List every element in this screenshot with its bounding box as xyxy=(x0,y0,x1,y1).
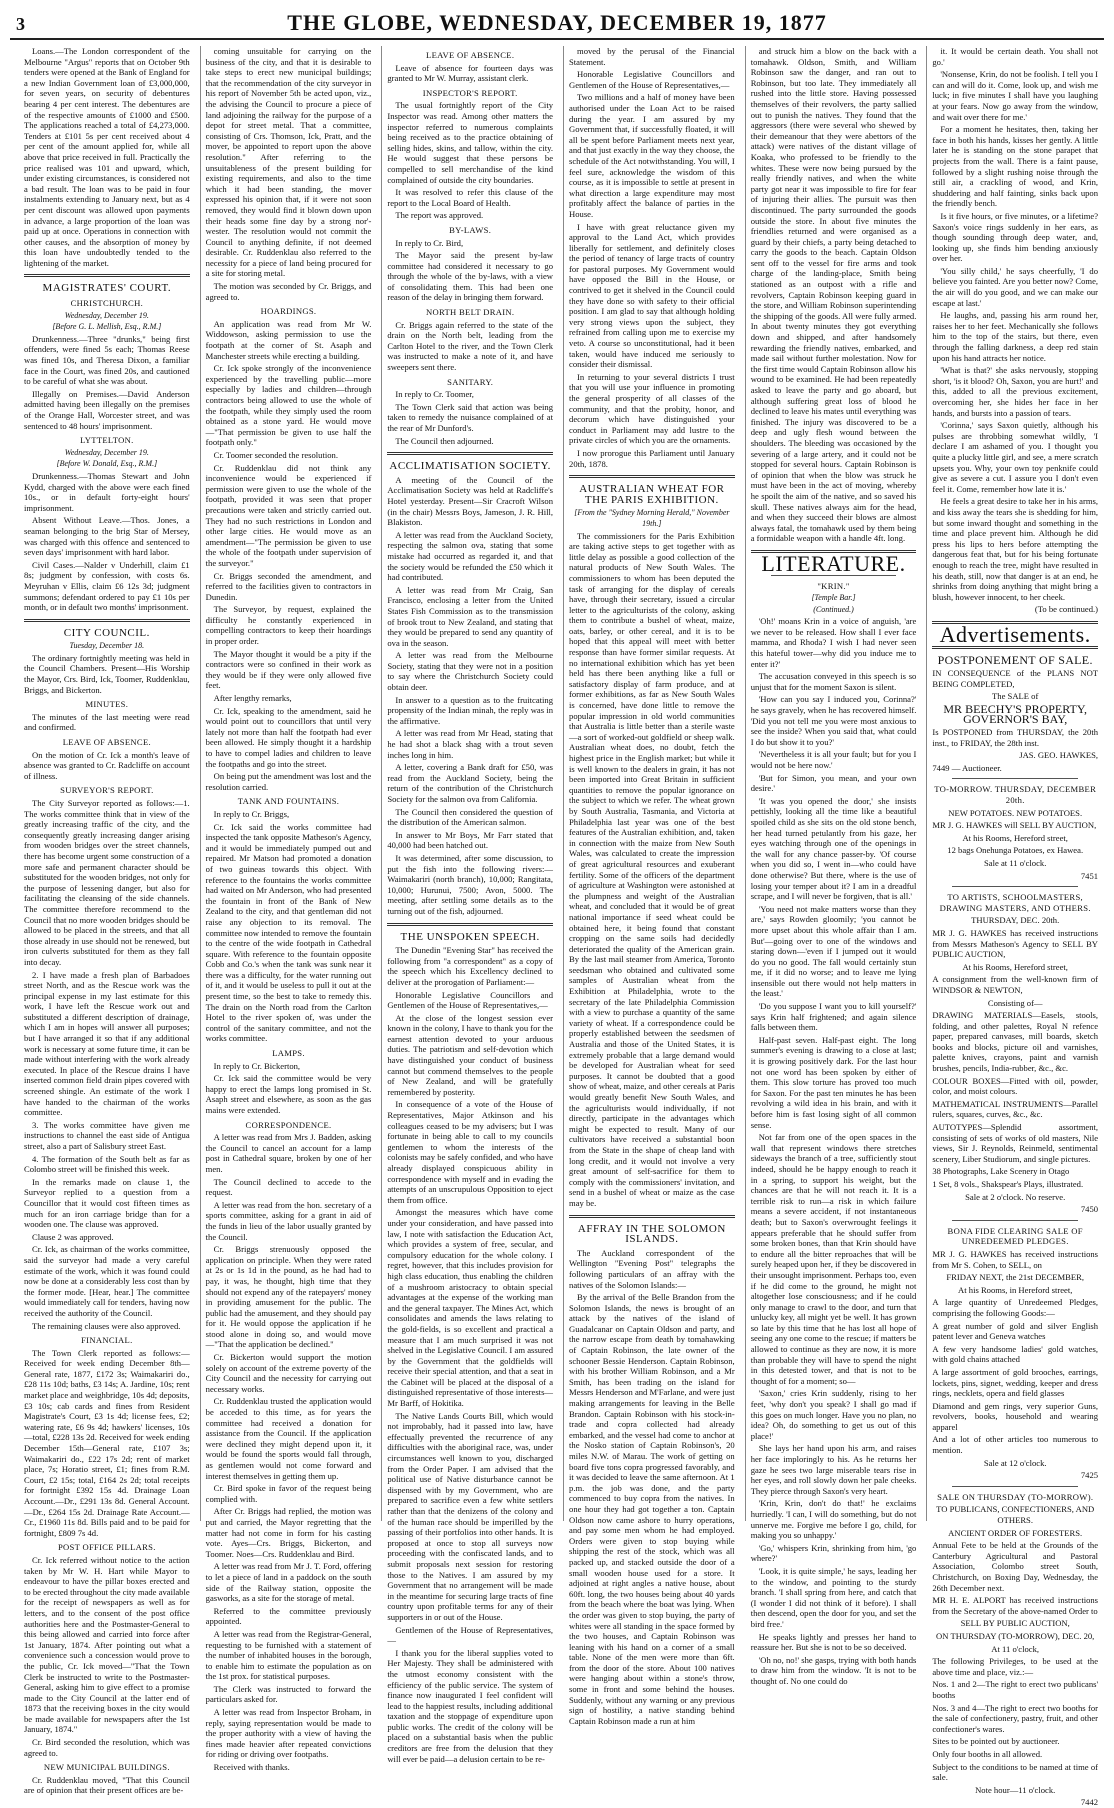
section-heading: CITY COUNCIL. xyxy=(63,626,150,639)
article-paragraph: The ordinary fortnightly meeting was held in the Council Chambers. Present—His Worship the Mayor, Crs. Bird, Ick, Toomer, Ruddenklau, Briggs, and Bickerton. xyxy=(24,652,190,695)
ad-text: A large quantity of Unredeemed Pledges, comprising the following Goods:— xyxy=(932,1297,1099,1318)
ad-text: Only four booths in all allowed. xyxy=(932,1748,1043,1759)
article-paragraph: 'How can you say I induced you, Corinna?' he says gravely, when he has recovered himself. 'Did you not tell me you were most anxious to see the inside? When you said that, what could I do but show it to you?' xyxy=(750,694,917,747)
ad-text: The following Privileges, to be used at the above time and place, viz.:— xyxy=(932,1656,1099,1677)
article-paragraph: Amongst the measures which have come under your consideration, and have passed into law, I note with satisfaction the Education Act, which provides a system of free, secular, and compulsory education for the whole colony. I regret, however, that this includes provision for high class education, thus enabling the children of a mushroom aristocracy to obtain special advantages at the expense of the working man and the general taxpayer. The Mines Act, which consolidates and amends the laws relating to the gold-fields, is so excellent and practical a measure that I am much surprised it was not shelved in the Legislative Council. I am assured by the Government that the goldfields will receive their special attention, and that a seat in the Cabinet will be placed at the disposal of a distinguished representative of those interests—Mr Barff, of Hokitika. xyxy=(387,1207,554,1409)
article-paragraph: Received with thanks. xyxy=(213,1762,290,1773)
article-paragraph: Cr. Ick, speaking to the amendment, said he would point out to councillors that until very lately not more than half the footpath had ever been allowed. He simply thought it a hardship to have to compel ladies and children to leave the footpaths and go into the street. xyxy=(205,705,372,769)
article-paragraph: In reply to Cr. Bird, xyxy=(395,237,464,248)
ad-text: MR J. G. HAWKES will SELL BY AUCTION, xyxy=(932,820,1097,831)
ad-title: SALE ON THURSDAY (TO-MORROW). xyxy=(937,1491,1094,1502)
ad-text: The SALE of xyxy=(992,691,1039,702)
article-paragraph: 'Look, it is quite simple,' he says, leading her to the window, and pointing to the sturdy branch. 'I shall spring from here, and catch that (I wonder I did not think of it before). I shall then descend, open the door for you, and set the bird free.' xyxy=(750,1565,917,1629)
ad-text: MR H. E. ALPORT has received instructions from the Secretary of the above-named Order to xyxy=(932,1595,1099,1616)
ad-title: POSTPONEMENT OF SALE. xyxy=(937,653,1093,668)
sub-heading: LAMPS. xyxy=(272,1048,305,1059)
section-heading: AUSTRALIAN WHEAT FOR THE PARIS EXHIBITION. xyxy=(579,483,725,506)
advertisements-heading: Advertisements. xyxy=(939,621,1091,647)
ad-text: 12 bags Onehunga Potatoes, ex Hawea. xyxy=(947,845,1084,856)
article-paragraph: 'It was you opened the door,' she insists pettishly, looking all the time like a beautiful spoiled child as she sits on the old stone bench, her head turned petulantly from his gaze, her eyes watching through one of the openings in the wall for any chance passer-by. 'Of course when you did so, I went in—who could have done otherwise? But there, where is the use of losing your temper about it? I am in a dreadful scrape, and I will never be forgiven, that is all.' xyxy=(750,795,917,902)
article-paragraph: The commissioners for the Paris Exhibition are taking active steps to get together with as little delay as possible a good collection of the natural products of New South Wales. The commissioners to whom has been deputed the task of arranging for the display of cereals have, through their secretary, issued a circular letter to the agriculturists of the colony, asking them to contribute a bushel of wheat, maize, oats, barley, or other cereal, and it is to be hoped that this appeal will meet with better response than have former similar requests. At no international exhibition which has yet been held has there been anything like a full or satisfactory display of farm produce, and at former exhibitions, as far as New South Wales is concerned, have done little to remove the popular impression in old world communities that Australia is little better than a sterile waste—a sort of worked-out goldfield or sheep walk. Australian wheat does, no doubt, fetch the highest price in the English market; but while it is well known to the dealers in grain, it has not been imported into Great Britain in sufficient quantities to remove the popular ignorance on the subject to which we refer. The wheat grown by South Australia, Tasmania, and Victoria at Philadelphia last year was one of the best features of the Australian exhibition, and, taken in connection with the maize from New South Wales, was calculated to create the impression of great agricultural resources and exuberant fertility. Some of the officers of the department of agriculture at Washington were astonished at the plumpness and weight of the Australian wheat, and concluded that it would be of great national importance if seed wheat could be obtained here, it being found that constant cropping on the same soils had decidedly deteriorated the quality of the American grain. By the last mail steamer from America, Toronto seedsman who obtained and cultivated some samples of Australian wheat from the Exhibition at Philadelphia, wrote to the secretary of the late Philadelphia Commission with a view to purchase a quantity of the same variety of wheat. If a correspondence could be properly established between the seedsmen of Australia and those of the United States, it is extremely probable that a large demand would be developed for Australian wheat for seed purposes. It cannot be doubted that a good show of wheat, maize, and other cereals at Paris would greatly benefit New South Wales, and the agriculturists would individually, if not directly, participate in the advantages which might be expected to result. Many of our cultivators have received a substantial boon from the State in the shape of cheap land with long credit, and it would not involve a very great amount of self-sacrifice for them to comply with the commissioners' invitation, and send in a bushel of wheat or maize as the case may be. xyxy=(569,530,735,1208)
bench-line: [Before W. Donald, Esq., R.M.] xyxy=(56,459,158,469)
ad-text: At his Rooms, Hereford street, xyxy=(962,832,1068,843)
sub-heading: MINUTES. xyxy=(85,699,129,710)
ad-text: JAS. GEO. HAWKES, xyxy=(1019,750,1099,761)
sub-heading: NEW MUNICIPAL BUILDINGS. xyxy=(43,1762,170,1773)
article-paragraph: In reply to Cr. Briggs, xyxy=(213,808,290,819)
ad-text: Sale at 2 o'clock. No reserve. xyxy=(965,1191,1066,1202)
ad-number: 7451 xyxy=(1080,870,1099,881)
article-paragraph: Is it five hours, or five minutes, or a lifetime? Saxon's voice rings suddenly in her ears, as though sounding through deep water, and, looking up, she finds him bending anxiously over her. xyxy=(932,210,1099,264)
article-paragraph: Cr. Briggs again referred to the state of the drain on the North belt, leading from the Carlton Hotel to the river, and the Town Clerk was instructed to make a note of it, and have sweepers sent there. xyxy=(387,319,554,373)
column-6 xyxy=(926,46,1099,1808)
ad-text: Consisting of— xyxy=(987,997,1043,1008)
ad-text: 38 Photographs, Lake Scenery in Otago xyxy=(932,1166,1070,1177)
article-paragraph: The Clerk was instructed to forward the particulars asked for. xyxy=(205,1683,372,1705)
article-paragraph: Cr. Briggs strenuously opposed the application on principle. When they were rated at 2s or 1s 1d in the pound, as he had had to pay, it was, he thought, high time that they should not expend any of the ratepayers' money in providing amusement for the public. The public had the amusement, and they should pay for it. He would oppose the application if he stood alone in doing so, and would move—"That the application be declined." xyxy=(205,1244,372,1350)
article-paragraph: The Town Clerk said that action was being taken to remedy the nuisance complained of at the rear of Mr Dunford's. xyxy=(387,401,554,433)
article-paragraph: For a moment he hesitates, then, taking her face in both his hands, kisses her gently. A little later he is standing on the stone parapet that projects from the wall. There is a faint pause, followed by a slight rushing noise through the still air, a crackling of wood, and Krin, shuddering and half fainting, sinks back upon the friendly bench. xyxy=(932,124,1099,209)
section-divider xyxy=(569,475,735,478)
ad-text: FRIDAY NEXT, the 21st DECEMBER, xyxy=(946,1272,1085,1283)
ad-text: Note hour—11 o'clock. xyxy=(975,1784,1056,1795)
article-paragraph: A letter was read from Mr Craig, San Francisco, enclosing a letter from the United States Fish Commission as to the transmission of brook trout to New Zealand, and stating that they would be prepared to send any quantity of ova in the season. xyxy=(387,584,554,648)
article-paragraph: 'Go,' whispers Krin, shrinking from him, 'go where?' xyxy=(750,1542,917,1564)
article-paragraph: 3. The works committee have given me instructions to channel the east side of Antigua street, also a part of Salisbury street East. xyxy=(24,1119,190,1151)
article-paragraph: coming unsuitable for carrying on the business of the city, and that it is desirable to take steps to erect new municipal buildings; that the recommendation of the city surveyor in his report of November 5th be acted upon, viz., the advising the Council to procure a piece of land adjoining the railway for the purpose of a depot for street metal. That a committee, consisting of Crs. Thomson, Ick, Pratt, and the mover, be appointed to report upon the above resolution." After referring to the unsuitableness of the present building for existing requirements, and also to the time which it had been standing, the mover expressed his opinion that, if it were not soon removed, they would find it blown down upon their heads some fine day by a strong nor'-wester. The resolution would not commit the Council to anything definite, if not deemed desirable. Cr. Ruddenklau also referred to the necessity for a piece of land being procured for a site for storing metal. xyxy=(205,46,372,279)
article-paragraph: At the close of the longest session ever known in the colony, I have to thank you for the earnest attention devoted to your arduous duties. The patriotism and self-devotion which have distinguished your conduct of business cannot but commend themselves to the people of New Zealand, and will be gratefully remembered by posterity. xyxy=(387,1012,554,1097)
ad-role: Auctioneer. xyxy=(961,762,1002,773)
article-paragraph: The accusation conveyed in this speech is so unjust that for the moment Saxon is silent. xyxy=(750,671,917,692)
sub-heading: LEAVE OF ABSENCE. xyxy=(62,737,151,748)
ad-text: Nos. 3 and 4—The right to erect two booths for the sale of confectionery, pastry, fruit, and other confectioner's wares. xyxy=(932,1702,1099,1734)
sub-heading: LEAVE OF ABSENCE. xyxy=(426,50,515,60)
article-paragraph: Gentlemen of the House of Representatives,— xyxy=(387,1624,554,1646)
ad-text: ON THURSDAY (TO-MORROW), DEC. 20, xyxy=(936,1630,1095,1641)
article-paragraph: In reply to Cr. Toomer, xyxy=(395,389,474,400)
ad-text: DRAWING MATERIALS—Easels, stools, folding, and other palettes, Royal N refence paper, prepared canvases, mill boards, sketch books and blocks, picture oil and varnishes, palette knives, crayons, paint and varnish brushes, pencils, India-rubber, &c., &c. xyxy=(932,1010,1099,1074)
section-heading: THE UNSPOKEN SPEECH. xyxy=(400,930,540,943)
sub-heading: FINANCIAL. xyxy=(81,1335,133,1346)
article-paragraph: Honorable Legislative Councillors and Gentlemen of the House of Representatives,— xyxy=(569,69,735,90)
article-paragraph: Cr. Bird seconded the resolution, which was agreed to. xyxy=(24,1737,190,1758)
article-paragraph: A letter was read from the Auckland Society, respecting the salmon ova, stating that some mistake had occurred as regarded it, and that the society would be refunded the £50 which it had contributed. xyxy=(387,529,554,583)
column-4 xyxy=(563,46,735,1726)
column-5 xyxy=(745,46,917,1686)
ad-number: 7449 xyxy=(932,762,950,773)
article-paragraph: 'Oh!' moans Krin in a voice of anguish, 'are we never to be released. How shall I ever face mamma, and Rhoda? I wish I had never seen this hateful tower—why did you induce me to enter it?' xyxy=(750,616,917,669)
article-paragraph: Cr. Ick referred without notice to the action taken by Mr W. H. Hart while Mayor to endeavour to have the pillar boxes erected and to be erected throughout the city made available for the receipt of newspapers as well as for letters, and to the consent of the post office authorities here and the Postmaster-General to this being allowed and carried into force after 1st January, 1874. After pointing out what a convenience such a concession would prove to the public, Cr. Ick moved—"That the Town Clerk be instructed to write to the Postmaster-General, asking him to give effect to a promise made to the City Council at the latter end of 1873 that the receiving boxes in the city would be made available for newspapers after the 1st January, 1874." xyxy=(24,1554,190,1735)
article-paragraph: The motion was seconded by Cr. Briggs, and agreed to. xyxy=(205,281,372,302)
article-paragraph: it. It would be certain death. You shall not go.' xyxy=(932,46,1099,67)
section-heading: AFFRAY IN THE SOLOMON ISLANDS. xyxy=(577,1222,726,1246)
ad-title: TO ARTISTS, SCHOOLMASTERS, DRAWING MASTERS, AND OTHERS. xyxy=(939,892,1091,913)
article-paragraph: By the arrival of the Belle Brandon from the Solomon Islands, the news is brought of an attack by the natives of the island of Guadalcanar on Captain Oldson and party, and the narrow escape from death by tomahawking of Captain Robinson, the late owner of the schooner Bessie Henderson. Captain Robinson, with his brother William Robinson, and a Mr Smith, has been trading on the island for Messrs Henderson and M'Farlane, and were just making arrangements for leaving in the Belle Brandon. Captain Robinson with his stock-in-trade and copra collected had already embarked, and the vessel had come to anchor at the Nosko station of Captain Robinson's, 20 miles N.W. of Marau. The work of getting on board five tons copra progressed favorably, and it was decided to leave the same afternoon. At 1 p.m. the job was done, and the party commenced to buy copra from the natives. In one hour they had got together a ton. Captain Oldson now came ashore to hurry operations, and pay some men whom he had employed. Orders were given to stop buying while shipping the rest of the stock, which was all packed up, and stacked outside the door of a small wooden house used for a store. It adjoined at right angles a native house, about 60ft. long, the two houses being about 40 yards from the beach where the boat was lying. When the order was given to stop buying, the party of whites were all standing in the space formed by the two houses, and Captain Robinson was leaning with his hand on a corner of a small table. None of the men were more than 6ft. from the door of the store. About 100 natives were hanging about within a stone's throw, some in front and some behind the houses. Suddenly, without any warning or any previous sign of hostility, a native standing behind Captain Robinson made a run at him xyxy=(569,1292,735,1726)
ad-text: Annual Fete to be held at the Grounds of the Canterbury Agricultural and Pastoral Association, Colombo street South, Christchurch, on Boxing Day, Wednesday, the 26th December next. xyxy=(932,1540,1099,1593)
ad-text: THURSDAY, DEC. 20th. xyxy=(971,915,1060,926)
section-divider xyxy=(387,452,553,455)
article-paragraph: In returning to your several districts I trust that you will use your influence in promoting the general prosperity of all classes of the community, and that the probity, honor, and decorum which have distinguished your conduct in Parliament may add lustre to the private circles of which you are the ornaments. xyxy=(569,371,735,446)
ad-text: Sale at 11 o'clock. xyxy=(984,857,1047,868)
article-paragraph: It was determined, after some discussion, to put the fish into the following rivers:—Waimakariri (north branch), 10,000; Rangitata, 10,000; Hurunui, 7500; Avon, 5000. The meeting, after settling some details as to the turning out of the fish, adjourned. xyxy=(387,852,554,916)
article-paragraph: 'Krin, Krin, don't do that!' he exclaims hurriedly. 'I can, I will do something, but do not unnerve me. Forgive me before I go, child, for making you so unhappy.' xyxy=(750,1498,917,1541)
sub-heading: TANK AND FOUNTAINS. xyxy=(237,796,340,807)
article-paragraph: In answer to Mr Boys, Mr Farr stated that 40,000 had been hatched out. xyxy=(387,829,554,851)
article-paragraph: Drunkenness.—Three "drunks," being first offenders, were fined 5s each; Thomas Reese was fined 10s, and Theresa Dixon, a familiar face in the Court, was fined 20s, and cautioned to be careful of what she was about. xyxy=(24,333,190,387)
article-paragraph: Cr. Ick, as chairman of the works committee, said the surveyor had made a very careful estimate of the work, which it was found could now be done at a considerably less cost than by the former mode. [Hear, hear.] The committee would immediately call for tenders, having now received the authority of the Council. xyxy=(24,1244,190,1318)
article-paragraph: Cr. Ruddenklau moved, "That this Council are of opinion that their present offices are be- xyxy=(24,1774,190,1796)
ad-text: Diamond and gem rings, very superior Guns, revolvers, books, household and wearing apparel xyxy=(932,1400,1099,1432)
section-divider xyxy=(24,274,190,277)
article-paragraph: In answer to a question as to the fruitcating propensity of the Indian minah, the reply was in the affirmative. xyxy=(387,694,554,726)
sub-heading: CORRESPONDENCE. xyxy=(245,1119,332,1130)
ad-text: COLOUR BOXES—Fitted with oil, powder, color, and moist colours. xyxy=(932,1075,1099,1097)
article-paragraph: The Native Lands Courts Bill, which would not improbably, had it passed into law, have effectually prevented the recurrence of any difficulties with the aboriginal race, was, under circumstances well known to you, discharged from the Order Paper. I am advised that the political use of Native disturbance cannot be dispensed with by my Government, who are prepared to sacrifice even a few white settlers rather than that the denizens of the colony and of the human race should be imperilled by the passing of their portfolios into other hands. It is proposed at once to stop all surveys now proceeding with the confiscated lands, and to submit proposals next session for restoring those to the Natives. I am assured by my Government that no arrangement will be made in the meantime for securing large tracts of fine country upon profitable terms for any of their supporters in or out of the House. xyxy=(387,1410,554,1622)
article-paragraph: In consequence of a vote of the House of Representatives, Major Atkinson and his colleagues ceased to be my advisers; but I was fortunate in being able to call to my councils gentlemen to whom the interests of the colonists may be safely confided, and who have already displayed conspicuous ability in correspondence with myself and in evading the attempts of an unscrupulous Opposition to eject them from office. xyxy=(387,1099,554,1205)
ad-text: Subject to the conditions to be named at time of sale. xyxy=(932,1761,1099,1783)
article-paragraph: He feels a great desire to take her in his arms, and kiss away the tears she is shedding for him, but some inward thought and something in the time and place prevent him. Although he did press his lips to hers before attempting the dangerous feat that, but for his being fortunate enough to reach the tree, might have resulted in his death, still, now that danger is at an end, he shrinks from doing anything that might bring a blush, however innocent, to her cheek. xyxy=(932,496,1099,602)
column-1 xyxy=(24,46,190,1796)
article-paragraph: Cr. Ick said the committee would be very happy to erect the lamps long promised in St. Asaph street and elsewhere, as soon as the gas mains were extended. xyxy=(205,1073,372,1115)
column-3 xyxy=(381,46,554,1764)
article-paragraph: Cr. Ruddenklau did not think any inconvenience would be experienced if permission were given to use the whole of the footpath, provided it was seen that proper precautions were taken and strictly carried out. They had no such restrictions in London and other large cities. He would move as an amendment—"The permission be given to use the whole of the footpath under supervision of the surveyor." xyxy=(205,462,372,568)
ad-text: A great number of gold and silver English patent lever and Geneva watches xyxy=(932,1320,1099,1342)
article-paragraph: A letter, covering a Bank draft for £50, was read from the Auckland Society, being the return of the contribution of the Christchurch Society for the salmon ova from California. xyxy=(387,762,554,804)
newspaper-title: THE GLOBE, WEDNESDAY, DECEMBER 19, 1877 xyxy=(287,10,827,35)
sub-heading: SURVEYOR'S REPORT. xyxy=(60,785,154,796)
article-paragraph: A letter was read from Mr J. T. Ford, offering to let a piece of land in a paddock on the south side of the Railway station, opposite the gasworks, as a site for the storage of metal. xyxy=(205,1561,372,1604)
article-paragraph: I thank you for the liberal supplies voted to Her Majesty. They shall be administered with the utmost economy consistent with the efficiency of the public service. The system of finance now inaugurated I feel confident will lead to the happiest results, including additional taxation and the stoppage of expenditure upon public works. The credit of the colony will be placed on a substantial basis when the public creditors are free from the delusion that they will ever be paid—a delusion certain to be re- xyxy=(387,1647,554,1764)
article-paragraph: Cr. Ick spoke strongly of the inconvenience experienced by the travelling public—more especially by ladies and children—through contractors being allowed to use the whole of the footpath, while they simply used the room obtained as a stone yard. He would move—"That permission be given to use half the footpath only." xyxy=(205,363,372,448)
ad-text: TO PUBLICANS, CONFECTIONERS, AND OTHERS. xyxy=(936,1504,1095,1526)
article-paragraph: 4. The formation of the South belt as far as Colombo street will be finished this week. xyxy=(24,1153,190,1175)
article-paragraph: The Mayor said the present by-law committee had considered it necessary to go through the whole of the by-laws, with a view of consolidating them. This had been one reason of the delay in bringing them forward. xyxy=(387,250,554,303)
article-paragraph: The Dunedin "Evening Star" has received the following from "a correspondent" as a copy of the speech which his Excellency declined to deliver at the prorogation of Parliament:— xyxy=(387,945,554,987)
article-paragraph: In reply to Cr. Bickerton, xyxy=(213,1060,301,1071)
article-paragraph: A letter was read from Inspector Broham, in reply, saying representation would be made to the proper authority with a view of having the fines made heavier after repeated convictions for riding or driving over footpaths. xyxy=(205,1707,372,1760)
source-line: [Temple Bar.] xyxy=(811,593,856,603)
article-paragraph: 'Nonsense, Krin, do not be foolish. I tell you I can and will do it. Come, look up, and wish me luck; in five minutes I shall have you laughing at your fears. Now go away from the window, and wait over there for me.' xyxy=(932,69,1099,122)
section-divider xyxy=(932,646,1098,649)
ad-text: A large assortment of gold brooches, earrings, lockets, pins, signet, wedding, keeper and dress rings, necklets, opera and field glasses xyxy=(932,1366,1099,1399)
source-line: [From the "Sydney Morning Herald," November 19th.] xyxy=(574,508,730,528)
ad-text: At his Rooms, in Hereford street, xyxy=(958,1284,1073,1295)
article-paragraph: 'Corinna,' says Saxon quietly, although his pulses are throbbing somewhat wildly, 'I declare I am ashamed of you. I thought you quite a plucky little girl, and see, a mere scratch upsets you. Why, your own toy penknife could give as severe a cut. I assure you I don't even feel it. Come, remember how late it is.' xyxy=(932,420,1099,494)
article-paragraph: I have with great reluctance given my approval to the Land Act, which provides liberally for settlement, and definitely closes the period of tenancy of large tracts of country for pastoral purposes. My Government would have opposed the Bill in the House, or contrived to get it shelved in the Council could they have done so with safety to their official position. I am glad to say that although holding very strong views upon the subject, they refrained from calling upon me to exercise my veto. A course so unconstitutional, had it been taken, would have induced me seriously to consider their dismissal. xyxy=(569,221,735,370)
ad-text: At 11 o'clock, xyxy=(991,1643,1040,1654)
sub-heading: HOARDINGS. xyxy=(260,306,317,317)
article-paragraph: 'But for Simon, you mean, and your own desire.' xyxy=(750,772,917,794)
ad-text: AUTOTYPES—Splendid assortment, consisting of sets of works of old masters, Nile views, Sir J. Reynolds, Reinmeld, sentimental scenery, Liber Studiorum, and single pictures. xyxy=(932,1122,1099,1164)
ad-text: 1 Set, 8 vols., Shakspear's Plays, illustrated. xyxy=(932,1179,1084,1189)
ad-text: NEW POTATOES. NEW POTATOES. xyxy=(948,807,1083,818)
ad-text: IN CONSEQUENCE of the PLANS NOT BEING COMPLETED, xyxy=(932,668,1099,689)
ad-number: 7442 xyxy=(1080,1797,1099,1808)
continued-line: (Continued.) xyxy=(813,604,854,614)
ad-text: Sale at 12 o'clock. xyxy=(983,1457,1047,1468)
ad-rule xyxy=(952,778,1078,779)
article-paragraph: He laughs, and, passing his arm round her, raises her to her feet. Mechanically she follows him to the top of the stairs, but there, even through the falling darkness, a deep red stain upon his hand attracts her notice. xyxy=(932,310,1099,363)
section-divider xyxy=(569,1215,735,1218)
article-paragraph: A letter was read from Mrs J. Badden, asking the Council to cancel an account for a lamp post in Cathedral square, broken by one of her men. xyxy=(205,1132,372,1174)
article-paragraph: Cr. Ick said the works committee had inspected the tank opposite Matheson's Agency, and it would be immediately pumped out and repaired. Mr Matson had promoted a donation of two guineas towards this object. With reference to the fountains the works committee had waited on Mr Anderson, who had presented the fountain in front of the Bank of New Zealand to the city, and that gentleman did not raise any objection to its removal. The committee now intended to remove the fountain to the centre of the wide footpath in Cathedral square. With reference to the fountain opposite Cobb and Co.'s when the tank was sunk near it there was a difficulty, for the water running out of it, and it would be useless to pull it out at the present time, so the best to take to remedy this. The drain on the North road from the Carlton Hotel to the river spoken of, was under the control of the sanitary committee, and not the works committee. xyxy=(205,821,372,1044)
article-paragraph: Clause 2 was approved. xyxy=(32,1231,114,1242)
sub-heading: BY-LAWS. xyxy=(449,224,492,235)
page-columns xyxy=(24,46,1099,1808)
article-paragraph: Civil Cases.—Nalder v Underhill, claim £1 8s; judgment by confession, with costs 6s. Meyruhan v Ellis, claim £6 12s 3d; judgment summons; defendant ordered to pay £1 10s per month, or in default two months' imprisonment. xyxy=(24,559,190,613)
article-paragraph: Half-past seven. Half-past eight. The long summer's evening is drawing to a close at last; it is growing positively dark. For the last hour not one word has been spoken by either of them. This slow torture has proved too much for Saxon. For the past ten minutes he has been revolving a wild idea in his brain, and with it before him is fast losing sight of all common sense. xyxy=(750,1034,917,1130)
article-paragraph: The Mayor thought it would be a pity if the contractors were so confined in their work as they would be if they were only allowed five feet. xyxy=(205,648,372,691)
article-paragraph: Leave of absence for fourteen days was granted to Mr W. Murray, assistant clerk. xyxy=(387,62,554,84)
article-paragraph: Absent Without Leave.—Thos. Jones, a seaman belonging to the brig Star of Mersey, was charged with this offence and sentenced to seven days' imprisonment with hard labor. xyxy=(24,515,190,558)
article-paragraph: I now prorogue this Parliament until January 20th, 1878. xyxy=(569,447,735,469)
ad-rule xyxy=(952,1486,1078,1487)
article-paragraph: After lengthy remarks, xyxy=(213,693,292,704)
section-divider xyxy=(24,619,190,622)
article-paragraph: moved by the perusal of the Financial Statement. xyxy=(569,46,735,67)
ad-text: MR J. G. HAWKES has received instructions from Messrs Matheson's Agency to SELL BY PUBLIC AUCTION, xyxy=(932,927,1099,960)
article-paragraph: After Cr. Briggs had replied, the motion was put and carried, the Mayor regretting that the matter had not come in form for his casting vote. Ayes—Crs. Briggs, Bickerton, and Toomer. Noes—Crs. Ruddenklau and Bird. xyxy=(205,1506,372,1559)
section-heading-literature: LITERATURE. xyxy=(761,550,906,576)
bench-line: [Before G. L. Mellish, Esq., R.M.] xyxy=(52,322,162,332)
ad-text: Nos. 1 and 2—The right to erect two publicans' booths xyxy=(932,1679,1099,1700)
article-paragraph: A letter was read from Mr Head, stating that he had shot a black shag with a trout seven inches long in him. xyxy=(387,728,554,760)
article-paragraph: Not far from one of the open spaces in the wall that represent windows there stretches sideways the branch of a tree, sufficiently stout indeed, should he be happy enough to reach it in a spring, to support his weight, but the chances are that he will not reach it. It is a terrible risk to run—a risk in which failure means a severe accident, if not instantaneous death; but to Saxon's overwrought feelings it appears preferable that he should suffer from some broken bones, than that Krin should have to endure all the bitter reproaches that will be surely heaped upon her, if they be discovered in their unsought imprisonment. Perhaps too, even if he did come to the ground, he might not altogether lose consciousness; and if he could only manage to crawl to the door, and turn that unlucky key, all might yet be well. It has grown so late by this time that he has lost all hope of seeing any one come to the rescue; if matters be allowed to continue as they are now, it is more than probable they will have to spend the night in this detested tower, and that is not to be thought of for a moment; so— xyxy=(750,1132,917,1386)
ad-text: Is POSTPONED from THURSDAY, the 20th inst., to FRIDAY, the 28th inst. xyxy=(932,727,1099,748)
article-paragraph: Drunkenness.—Thomas Stewart and John Kydd, charged with the above were each fined 10s., or in default forty-eight hours' imprisonment. xyxy=(24,470,190,513)
ad-text: MR BEECHY'S PROPERTY, GOVERNOR'S BAY, xyxy=(943,701,1087,727)
article-paragraph: The remaining clauses were also approved. xyxy=(32,1320,181,1331)
ad-number: 7450 xyxy=(1080,1204,1099,1215)
article-paragraph: and struck him a blow on the back with a tomahawk. Oldson, Smith, and William Robinson saw the danger, and ran out to Robinson, but too late. They immediately all rushed into the little store. Having possessed themselves of their revolvers, the party sallied out to punish the natives. They found that the aggressors (there were several who shewed by their demeanour that they were abettors of the attack) were natives of the distant village of Koaka, who professed to be friendly to the whites. These were now being pursued by the really friendly natives, and when the white party got near it was impossible to fire for fear of injuring their allies. The pursuit was then discontinued. The party surrounded the goods outside the store. In about five minutes the friendlies returned and were organised as a guard by their chiefs, a party being detached to carry the goods to the beach. Captain Oldson sent off to the vessel for fire arms and took charge of the landing-place, Smith being stationed as an outpost with a rifle and revolvers, Captain Robinson keeping guard in the store, and William Robinson superintending the shipping of the goods. All were fully armed. In about twenty minutes they got everything down and shipped, and after handsomely rewarding the friendly natives, embarked, and made sail without further molestation. Now for the first time would Captain Robinson allow his wound to be examined. He had been repeatedly asked to leave the party and go aboard, but although suffering great loss of blood he declined to leave his mates until everything was finished. The injury was discovered to be a deep and ugly flesh wound between the shoulders. The bleeding was occasioned by the severing of a large artery, and it could not be stopped for several hours. Captain Robinson is of opinion that when the blow was struck he must have been in the act of moving, whereby he spoilt the aim of the native, and so saved his skull. These natives always aim for the head, and when they succeed their blows are almost always fatal, the tomahawk used by them being a formidable weapon with a handle 4ft. long. xyxy=(750,46,917,544)
article-paragraph: A meeting of the Council of the Acclimatisation Society was held at Radcliffe's Hotel yesterday. Present—Sir Cracroft Wilson (in the chair) Messrs Boys, Jameson, J. R. Hill, Blakiston. xyxy=(387,474,554,528)
sub-heading: CHRISTCHURCH. xyxy=(70,298,144,309)
article-paragraph: The usual fortnightly report of the City Inspector was read. Among other matters the inspector referred to numerous complaints being received as to the practice obtaining of selling hides, skins, and tallow, within the city. He would suggest that these persons be compelled to sell merchandise of the kind complained of outside the city boundaries. xyxy=(387,100,554,185)
to-be-continued: (To be continued.) xyxy=(1034,604,1099,615)
article-paragraph: Cr. Bickerton would support the motion solely on account of the extreme poverty of the City Council and the necessity for carrying out necessary works. xyxy=(205,1352,372,1394)
article-paragraph: On being put the amendment was lost and the resolution carried. xyxy=(205,771,372,792)
section-heading: MAGISTRATES' COURT. xyxy=(42,282,172,295)
article-paragraph: An application was read from Mr W. Widdowson, asking permission to use the footpath at the corner of St. Asaph and Manchester streets while erecting a building. xyxy=(205,318,372,361)
article-paragraph: Referred to the committee previously appointed. xyxy=(205,1605,372,1627)
article-paragraph: 'You silly child,' he says cheerfully, 'I do believe you fainted. Are you better now? Come, the air will do you good, and we can make our escape at last.' xyxy=(932,265,1099,308)
dateline: Wednesday, December 19. xyxy=(64,310,149,320)
sub-heading: POST OFFICE PILLARS. xyxy=(57,1542,156,1553)
sub-heading: NORTH BELT DRAIN. xyxy=(425,307,515,318)
section-divider xyxy=(387,923,553,926)
article-paragraph: 'Saxon,' cries Krin suddenly, rising to her feet, 'why don't you speak? I shall go mad if this goes on much longer. Have you no plan, no idea? Oh, do something to get us out of this place!' xyxy=(750,1388,917,1441)
article-paragraph: 'Nevertheless it is all your fault; but for you I would not be here now.' xyxy=(750,749,917,770)
article-paragraph: Cr. Toomer seconded the resolution. xyxy=(213,449,338,460)
ad-footer: 7449 — Auctioneer. xyxy=(932,762,1002,773)
ad-text: At his Rooms, Hereford street, xyxy=(962,961,1068,972)
ad-text: A few very handsome ladies' gold watches, with gold chains attached xyxy=(932,1343,1099,1365)
page-number: 3 xyxy=(16,14,25,34)
article-paragraph: Two millions and a half of money have been authorised under the Loan Act to be raised during the year. I am assured by my Government that, if successfully floated, it will all be spent before Parliament meets next year, and that just exactly in the way they choose, the schedule of the Act notwithstanding. You will, I feel sure, acknowledge the wisdom of this course, as it is impossible to settle at present in what direction a large expenditure may most profitably affect the balance of parties in the House. xyxy=(569,92,735,219)
ad-text: MATHEMATICAL INSTRUMENTS—Parallel rulers, squares, curves, &c., &c. xyxy=(932,1098,1099,1120)
ad-number: 7425 xyxy=(1080,1470,1099,1481)
article-paragraph: On the motion of Cr. Ick a month's leave of absence was granted to Cr. Radcliffe on account of illness. xyxy=(24,749,190,781)
column-2 xyxy=(200,46,372,1773)
article-paragraph: The City Surveyor reported as follows:—1. The works committee think that in view of the greatly increasing traffic of the city, and the consequently greatly increasing danger arising from wooden bridges over the street channels, there has become urgent some construction of a more safe and permanent character should be substituted for the wooden bridges, not only for the purpose of lessening danger, but also for facilitating the cleansing of the side channels. The committee therefore recommend to the Council that no more wooden bridges should be allowed to be placed in the streets, and that all those already in use should not be renewed, but iron culverts substituted for them as they fall into decay. xyxy=(24,798,190,967)
article-paragraph: The Auckland correspondent of the Wellington "Evening Post" telegraphs the following particulars of an affray with the natives of the Solomon Islands:— xyxy=(569,1247,735,1290)
ad-rule xyxy=(952,1220,1078,1221)
masthead-rule xyxy=(10,38,1104,40)
article-paragraph: The Council declined to accede to the request. xyxy=(205,1176,372,1198)
article-paragraph: A letter was read from the hon. secretary of a sports committee, asking for a grant in aid of the funds in lieu of the labor usually granted by the Council. xyxy=(205,1199,372,1242)
article-paragraph: The report was approved. xyxy=(395,210,484,221)
ad-text: MR J. G. HAWKES has received instructions from Mr S. Cohen, to SELL, on xyxy=(932,1248,1099,1270)
article-paragraph: She lays her hand upon his arm, and raises her face imploringly to his. As he returns her gaze he sees two large miserable tears rise in her eyes, and roll slowly down her pale cheeks. They pierce through Saxon's very heart. xyxy=(750,1443,917,1496)
article-paragraph: 'You need not make matters worse than they are,' says Rowden gloomily; 'you cannot be more upset about this whole affair than I am. But'—going over to one of the windows and staring down—'even if I jumped out it would do you no good. The fall would certainly stun me, if it did no worse; and to leave me lying insensible out there would not help matters in the least.' xyxy=(750,903,917,999)
ad-title: TO-MORROW. THURSDAY, DECEMBER 20th. xyxy=(934,784,1097,805)
article-paragraph: Honorable Legislative Councillors and Gentlemen of the House of Representatives,— xyxy=(387,989,554,1011)
article-paragraph: A letter was read from the Registrar-General, requesting to be furnished with a statement of the number of inhabited houses in the borough, to enable him to estimate the population as on the 1st prox. for statistical purposes. xyxy=(205,1628,372,1682)
story-title: "KRIN." xyxy=(817,580,850,591)
ad-text: SELL BY PUBLIC AUCTION, xyxy=(960,1618,1070,1629)
ad-text: And a lot of other articles too numerous to mention. xyxy=(932,1434,1099,1456)
section-heading: ACCLIMATISATION SOCIETY. xyxy=(389,460,551,473)
article-paragraph: Cr. Bird spoke in favor of the request being complied with. xyxy=(205,1483,372,1504)
article-paragraph: In the remarks made on clause 1, the Surveyor replied to a question from a Councillor that it would cost fifteen times as much for an iron carriage bridge than for a wooden one. The clause was approved. xyxy=(24,1176,190,1230)
dateline: Tuesday, December 18. xyxy=(69,641,145,651)
ad-text: Sites to be pointed out by auctioneer. xyxy=(932,1736,1060,1747)
article-paragraph: The minutes of the last meeting were read and confirmed. xyxy=(24,711,190,733)
article-paragraph: 'Oh no, no!' she gasps, trying with both hands to draw him from the window. 'It is not to be thought of. No one could do xyxy=(750,1654,917,1686)
article-paragraph: A letter was read from the Melbourne Society, stating that they were not in a position to say where the Christchurch Society could obtain deer. xyxy=(387,650,554,693)
sub-heading: INSPECTOR'S REPORT. xyxy=(422,87,518,98)
article-paragraph: The Council then considered the question of the distribution of the American salmon. xyxy=(387,806,554,828)
article-paragraph: 'What is that?' she asks nervously, stopping short, 'is it blood? Oh, Saxon, you are hurt!' and this, added to all the previous excitement, overcoming her, she hides her face in her hands, and bursts into a passion of tears. xyxy=(932,365,1099,418)
article-paragraph: 'Do you suppose I want you to kill yourself?' says Krin half frightened; and again silence falls between them. xyxy=(750,1001,917,1033)
article-paragraph: Illegally on Premises.—David Anderson admitted having been illegally on the premises of the Orange Hall, Worcester street, and was sentenced to 48 hours' imprisonment. xyxy=(24,388,190,431)
dateline: Wednesday, December 19. xyxy=(64,447,149,457)
ad-rule xyxy=(952,886,1078,887)
article-paragraph: 2. I have made a fresh plan of Barbadoes street North, and as the Rescue work was the principal expense in my last estimate for this work, I have left the Rescue work out and substituted a different description of drainage, which I am in hopes will answer all purposes; but I have arranged it so that if any additional work is necessary at some future time, it can be made without interfering with the work already executed. In place of the Rescue drains I have inserted common field drain pipes covered with screened shingle. An estimate of the work I have handed to the chairman of the works committee. xyxy=(24,969,190,1118)
sub-heading: SANITARY. xyxy=(447,376,494,387)
ad-text: A consignment from the well-known firm of WINDSOR & NEWTON, xyxy=(932,974,1099,995)
ad-text: ANCIENT ORDER OF FORESTERS. xyxy=(948,1527,1083,1538)
article-paragraph: He speaks lightly and presses her hand to reassure her. But she is not to be so deceived. xyxy=(750,1631,917,1653)
article-paragraph: The Surveyor, by request, explained the difficulty he constantly experienced in compelling contractors to keep their hoardings in proper order. xyxy=(205,604,372,647)
article-paragraph: Cr. Briggs seconded the amendment, and referred to the facilities given to contractors in Dunedin. xyxy=(205,570,372,602)
article-paragraph: The Council then adjourned. xyxy=(395,435,494,446)
article-paragraph: Loans.—The London correspondent of the Melbourne "Argus" reports that on October 9th tenders were opened at the Bank of England for a new Indian Government loan of £3,000,000, for seven years, on security of debentures bearing 4 per cent interest. The debentures are of the respective amounts of £1000 and £500. The applications reached a total of £4,273,000. Tenders at £101 5s per cent received about 4 per cent of the amount applied for, while all above that price received in full. Practically the price realised was 101 and upward, which, under existing circumstances, is considered not a bad result. The loan was to be paid in four instalments extending to January next, but as 4 per cent discount was allowed upon payments in advance, a large proportion of the loan was paid up at once. Operations in connection with other causes, and the absorption of money by this loan have undoubtedly tended to the lightening of the market. xyxy=(24,46,190,268)
article-paragraph: Cr. Ruddenklau trusted the application would be acceded to this time, as for years the committee had received a donation for assistance from the Council. If the application were declined they might depend upon it, it would be found the sports would fall through, as gentlemen would not come forward and interest themselves in getting them up. xyxy=(205,1396,372,1481)
article-paragraph: It was resolved to refer this clause of the report to the Local Board of Health. xyxy=(387,187,554,208)
article-paragraph: The Town Clerk reported as follows:—Received for week ending December 8th—General rate, 1877, £172 3s; Waimakariri do., £28 11s 10d; baths, £3 14s; A. Jardine, 10s; rent market place and weighbridge, 10s 4d; deposits, £3 10s; cab cards and fines from Resident Magistrate's Court, £3 1s 4d; license fees, £2; watering rate, £6 9s 4d; hawkers' licenses, 10s—total, £228 13s 2d. Received for week ending December 15th—General rate, £107 3s; Waimakariri do., £22 17s 2d; rent of market place, 7s; Horatio street, £1; fines from R.M. Court, £2 15s; total, £164 2s 2d; total receipts for fortnight £392 15s 4d. Drainage Loan Account.—Dr., £291 13s 8d. General Account.—Dr., £264 15s 2d. Drainage Rate Account.—Cr., £1960 11s 8d. Bills paid and to be paid for fortnight, £809 7s 4d. xyxy=(24,1347,190,1538)
sub-heading: LYTTELTON. xyxy=(80,435,134,446)
ad-title: BONA FIDE CLEARING SALE OF UNREDEEMED PLEDGES. xyxy=(947,1225,1083,1247)
